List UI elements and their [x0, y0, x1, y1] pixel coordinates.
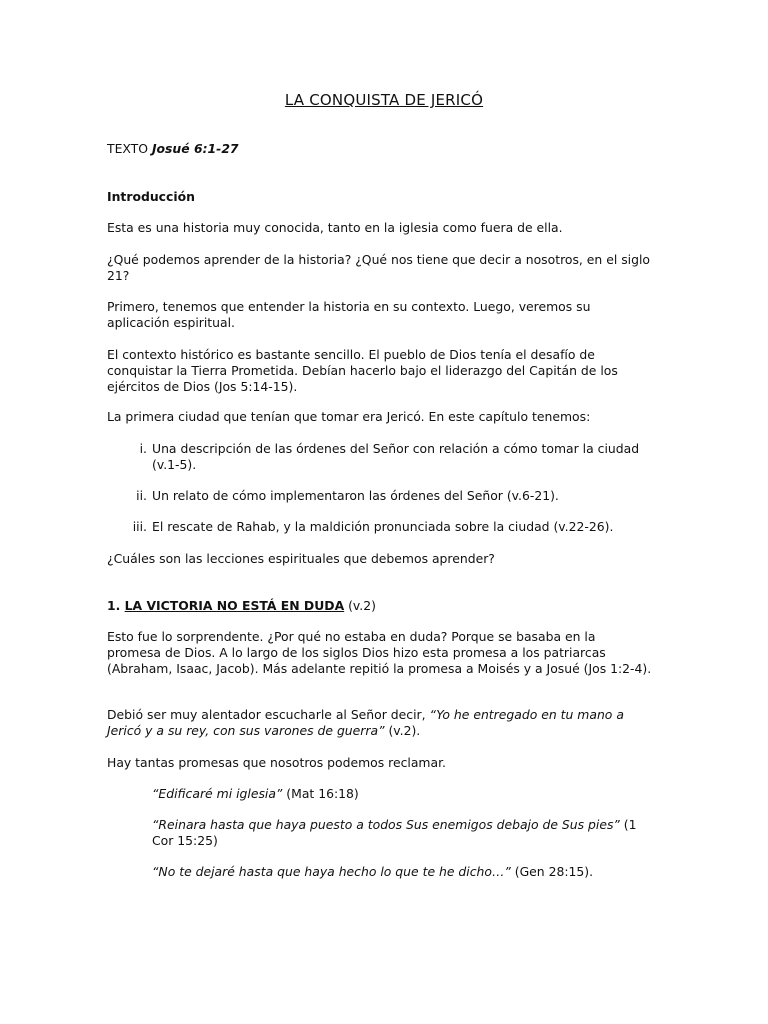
intro-heading: Introducción	[107, 189, 195, 204]
list-number: i.	[139, 441, 147, 456]
paragraph-8: Debió ser muy alentador escucharle al Señor decir, “Yo he entregado en tu mano a Jericó y a su rey, con sus varones de guerra” (v.2).	[107, 707, 624, 738]
paragraph-7: Esto fue lo sorprendente. ¿Por qué no estaba en duda? Porque se basaba en la promesa de Dios. A lo largo de los siglos Dios hizo esta promesa a los patriarcas (Abraham, Isaac, Jacob). Más adelante repitió la promesa a Moisés y a Josué (Jos 1:2-4).	[107, 629, 652, 676]
list-number: iii.	[132, 519, 147, 534]
list-text: Un relato de cómo implementaron las órdenes del Señor (v.6-21).	[152, 488, 559, 503]
promise-quote: “No te dejaré hasta que haya hecho lo que te he dicho…” (Gen 28:15).	[152, 864, 594, 879]
quoted-promise: “Yo he entregado en tu mano a Jericó y a su rey, con sus varones de guerra”	[107, 707, 624, 738]
section-reference: (v.2)	[344, 598, 376, 613]
paragraph-4: El contexto histórico es bastante sencillo. El pueblo de Dios tenía el desafío de conquistar la Tierra Prometida. Debían hacerlo bajo el liderazgo del Capitán de los ejércitos de Dios (Jos 5:14-15).	[107, 347, 618, 394]
section-1-heading	[107, 598, 652, 614]
list-text: El rescate de Rahab, y la maldición pronunciada sobre la ciudad (v.22-26).	[152, 519, 614, 534]
section-number: 1.	[107, 598, 125, 613]
list-number: ii.	[136, 488, 147, 503]
texto-label: TEXTO	[107, 141, 152, 156]
scripture-reference: Josué 6:1-27	[151, 141, 239, 156]
document-title: LA CONQUISTA DE JERICÓ	[284, 91, 484, 109]
paragraph-2: ¿Qué podemos aprender de la historia? ¿Qué nos tiene que decir a nosotros, en el siglo 21?	[107, 252, 651, 283]
list-text: Una descripción de las órdenes del Señor con relación a cómo tomar la ciudad (v.1-5).	[152, 441, 640, 472]
paragraph-9: Hay tantas promesas que nosotros podemos reclamar.	[107, 755, 446, 770]
paragraph-5: La primera ciudad que tenían que tomar era Jericó. En este capítulo tenemos:	[107, 409, 591, 424]
paragraph-3: Primero, tenemos que entender la historia en su contexto. Luego, veremos su aplicación espiritual.	[107, 299, 591, 330]
scripture-text-line	[107, 141, 652, 157]
paragraph-1: Esta es una historia muy conocida, tanto en la iglesia como fuera de ella.	[107, 220, 563, 235]
paragraph-6: ¿Cuáles son las lecciones espirituales que debemos aprender?	[107, 551, 495, 566]
promise-quote: “Edificaré mi iglesia” (Mat 16:18)	[152, 786, 359, 801]
section-title: LA VICTORIA NO ESTÁ EN DUDA	[124, 598, 345, 613]
promise-quote: “Reinara hasta que haya puesto a todos Sus enemigos debajo de Sus pies” (1 Cor 15:25)	[152, 817, 637, 848]
